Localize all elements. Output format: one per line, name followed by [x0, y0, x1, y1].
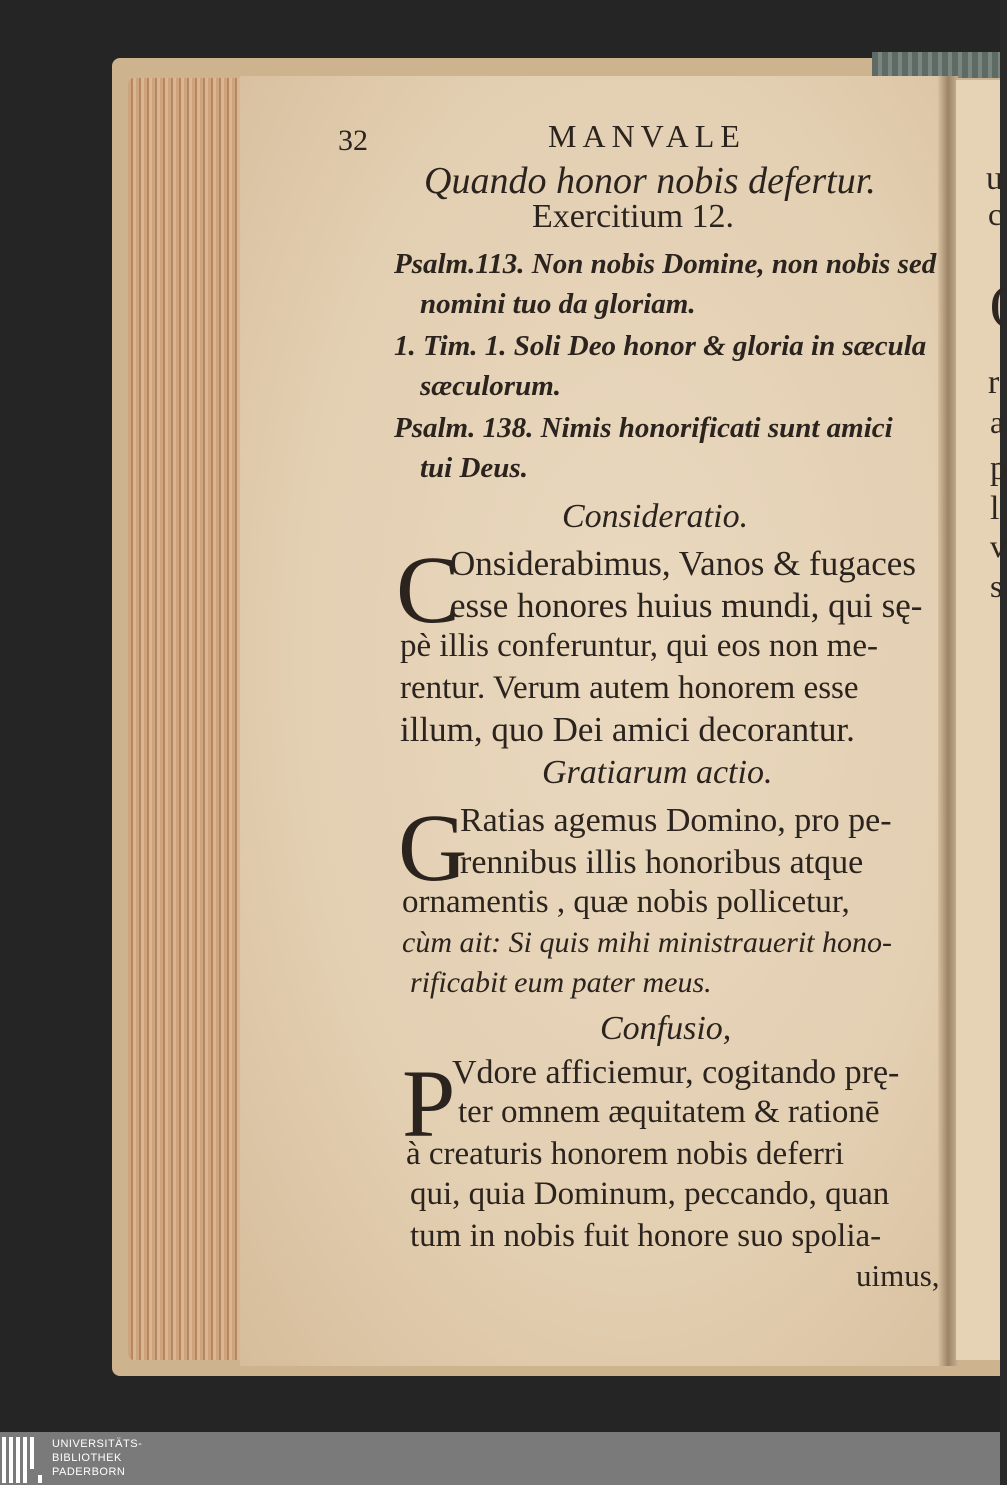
body-line: qui, quia Dominum, peccando, quan	[410, 1176, 890, 1212]
citation-line: Psalm.113. Non nobis Domine, non nobis sed	[394, 248, 937, 280]
body-line: Onsiderabimus, Vanos & fugaces	[450, 544, 916, 583]
section-heading-confusio: Confusio,	[600, 1010, 732, 1047]
body-line: esse honores huius mundi, qui sę-	[450, 586, 923, 625]
body-line: Vdore afficiemur, cogitando prę-	[452, 1054, 900, 1091]
next-page-fragment: v	[990, 528, 1006, 564]
next-page-edge	[956, 80, 1007, 1360]
library-name-line: BIBLIOTHEK	[52, 1452, 122, 1464]
section-heading-gratiarum-actio: Gratiarum actio.	[542, 754, 773, 791]
citation-line: Psalm. 138. Nimis honorificati sunt amici	[394, 412, 893, 444]
page-number: 32	[338, 124, 368, 157]
citation-line: nomini tuo da gloriam.	[420, 288, 696, 320]
next-page-fragment: l	[990, 490, 1000, 527]
chapter-title: Quando honor nobis defertur.	[424, 160, 876, 202]
drop-cap-initial: P	[402, 1050, 456, 1157]
section-heading-consideratio: Consideratio.	[562, 498, 749, 535]
library-name-line: PADERBORN	[52, 1466, 126, 1478]
body-line: ter omnem æquitatem & rationē	[458, 1094, 880, 1130]
body-line: pè illis conferuntur, qui eos non me-	[400, 628, 878, 664]
citation-line: sæculorum.	[420, 370, 562, 402]
next-page-fragment: r	[988, 364, 1000, 401]
body-line: tum in nobis fuit honore suo spolia-	[410, 1218, 882, 1254]
citation-line: tui Deus.	[420, 452, 528, 484]
library-logo-icon	[2, 1437, 44, 1483]
next-page-fragment: u	[986, 160, 1003, 197]
body-line: rentur. Verum autem honorem esse	[400, 670, 859, 706]
drop-cap-initial: C	[396, 536, 461, 643]
body-line: uimus,	[856, 1258, 940, 1293]
next-page-fragment: c	[988, 196, 1003, 232]
footer-bar	[0, 1432, 1000, 1485]
book-spine-marbled	[872, 52, 1000, 78]
book-gutter	[938, 76, 958, 1366]
page-edges	[128, 78, 246, 1360]
body-line: rificabit eum pater meus.	[410, 966, 712, 999]
body-line: cùm ait: Si quis mihi ministrauerit hono-	[402, 926, 892, 959]
library-name	[52, 1437, 142, 1479]
running-head: MANVALE	[548, 118, 746, 154]
next-page-fragment: (	[990, 277, 1006, 328]
next-page-fragment: p	[990, 450, 1007, 487]
next-page-fragment: a	[990, 404, 1005, 440]
library-name-line: UNIVERSITÄTS-	[52, 1438, 143, 1450]
exercise-label: Exercitium 12.	[532, 198, 735, 235]
next-page-fragment: s	[990, 568, 1003, 604]
body-line: Ratias agemus Domino, pro pe-	[460, 802, 892, 839]
body-line: ornamentis , quæ nobis pollicetur,	[402, 884, 850, 920]
body-line: rennibus illis honoribus atque	[460, 844, 864, 881]
body-line: illum, quo Dei amici decorantur.	[400, 710, 855, 749]
body-line: à creaturis honorem nobis deferri	[406, 1136, 844, 1172]
citation-line: 1. Tim. 1. Soli Deo honor & gloria in sæcula	[394, 330, 927, 362]
drop-cap-initial: G	[398, 794, 468, 901]
